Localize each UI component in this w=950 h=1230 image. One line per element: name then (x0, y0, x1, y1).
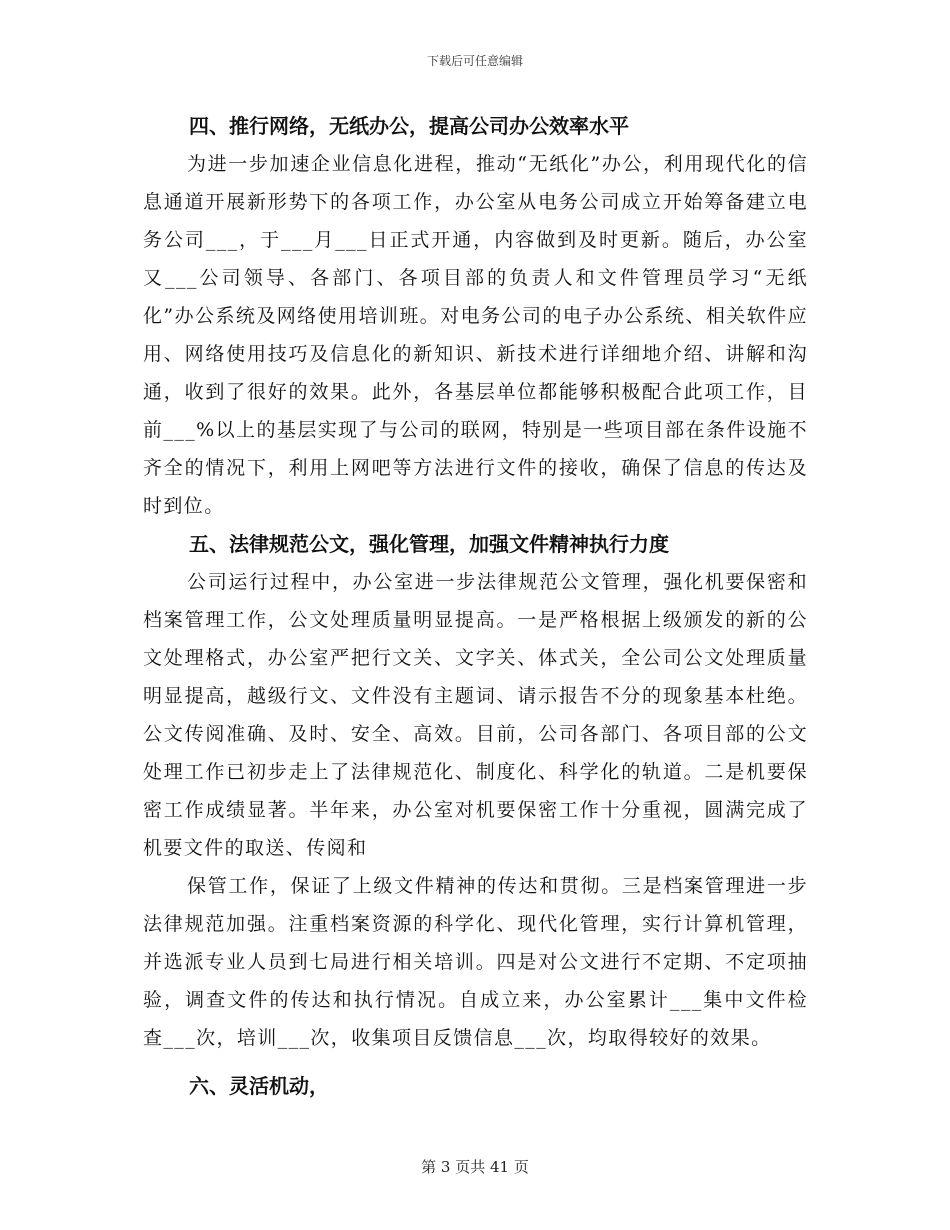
page-header-note: 下载后可任意编辑 (426, 54, 523, 68)
section-heading-5: 五、法律规范公文，强化管理，加强文件精神执行力度 (189, 532, 669, 556)
document-body (143, 107, 808, 1105)
section-heading-4: 四、推行网络，无纸办公，提高公司办公效率水平 (189, 114, 629, 138)
section-5-paragraph-1: 公司运行过程中，办公室进一步法律规范公文管理，强化机要保密和档案管理工作，公文处理质量明显提高。一是严格根据上级颁发的新的公文处理格式，办公室严把行文关、文字关、体式关，全公司公文处理质量明显提高，越级行文、文件没有主题词、请示报告不分的现象基本杜绝。公文传阅准确、及时、安全、高效。目前，公司各部门、各项目部的公文处理工作已初步走上了法律规范化、制度化、科学化的轨道。二是机要保密工作成绩显著。半年来，办公室对机要保密工作十分重视，圆满完成了机要文件的取送、传阅和 (143, 571, 808, 859)
section-heading-6: 六、灵活机动， (189, 1074, 329, 1098)
section-4-paragraph-1: 为进一步加速企业信息化进程，推动“无纸化”办公，利用现代化的信息通道开展新形势下的各项工作，办公室从电务公司成立开始筹备建立电务公司___，于___月___日正式开通，内容做到及时更新。随后，办公室又___公司领导、各部门、各项目部的负责人和文件管理员学习“无纸化”办公系统及网络使用培训班。对电务公司的电子办公系统、相关软件应用、网络使用技巧及信息化的新知识、新技术进行详细地介绍、讲解和沟通，收到了很好的效果。此外，各基层单位都能够积极配合此项工作，目前___%以上的基层实现了与公司的联网，特别是一些项目部在条件设施不齐全的情况下，利用上网吧等方法进行文件的接收，确保了信息的传达及时到位。 (143, 153, 808, 517)
section-5-paragraph-2: 保管工作，保证了上级文件精神的传达和贯彻。三是档案管理进一步法律规范加强。注重档案资源的科学化、现代化管理，实行计算机管理，并选派专业人员到七局进行相关培训。四是对公文进行不定期、不定项抽验，调查文件的传达和执行情况。自成立来，办公室累计___集中文件检查___次，培训___次，收集项目反馈信息___次，均取得较好的效果。 (143, 875, 808, 1049)
page-number-footer: 第 3 页共 41 页 (421, 1158, 529, 1176)
